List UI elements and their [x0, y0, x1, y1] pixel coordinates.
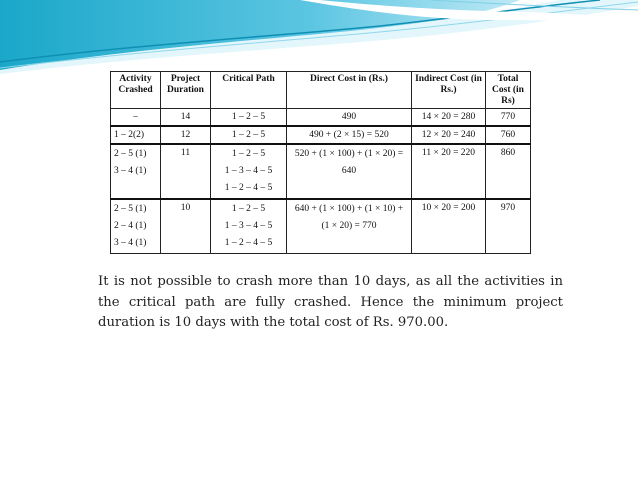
path-line: 1 – 2 – 4 – 5: [224, 238, 273, 248]
cell-activity: 1 – 2(2): [111, 126, 161, 144]
header-project-duration: Project Duration: [161, 72, 211, 109]
activity-line: 3 – 4 (1): [114, 238, 147, 248]
cell-direct-cost: 490 + (2 × 15) = 520: [287, 126, 412, 144]
cell-total-cost: 760: [486, 126, 531, 144]
cell-indirect-cost: 10 × 20 = 200: [412, 199, 486, 254]
direct-cost-line: (1 × 20) = 770: [321, 221, 377, 231]
header-total-cost: Total Cost (in Rs): [486, 72, 531, 109]
activity-line: 2 – 5 (1): [114, 149, 147, 159]
table-row: [111, 144, 531, 199]
cell-total-cost: 770: [486, 109, 531, 127]
direct-cost-line: 520 + (1 × 100) + (1 × 20) =: [294, 149, 404, 159]
table-header-row: [111, 72, 531, 109]
direct-cost-line: 640 + (1 × 100) + (1 × 10) +: [294, 204, 404, 214]
cell-duration: 14: [161, 109, 211, 127]
header-indirect-cost: Indirect Cost (in Rs.): [412, 72, 486, 109]
cell-activity: [111, 144, 161, 199]
header-activity-crashed: Activity Crashed: [111, 72, 161, 109]
cell-total-cost: 970: [486, 199, 531, 254]
cell-duration: 11: [161, 144, 211, 199]
cell-critical-path: 1 – 2 – 5: [211, 126, 287, 144]
path-line: 1 – 3 – 4 – 5: [224, 221, 273, 231]
cell-critical-path: [211, 199, 287, 254]
activity-line: 2 – 4 (1): [114, 221, 147, 231]
cell-indirect-cost: 11 × 20 = 220: [412, 144, 486, 199]
cell-total-cost: 860: [486, 144, 531, 199]
header-critical-path: Critical Path: [211, 72, 287, 109]
table-row: [111, 109, 531, 127]
crashing-cost-table: [110, 71, 531, 254]
cell-activity: [111, 199, 161, 254]
path-line: 1 – 3 – 4 – 5: [224, 166, 273, 176]
table-row: [111, 126, 531, 144]
header-direct-cost: Direct Cost in (Rs.): [287, 72, 412, 109]
conclusion-paragraph: It is not possible to crash more than 10 days, as all the activities in the critical path are fully crashed. Hence the minimum project duration is 10 days with the total cost of Rs. 970.00.: [98, 274, 563, 330]
path-line: 1 – 2 – 5: [231, 149, 266, 159]
cell-direct-cost: [287, 199, 412, 254]
cell-activity: –: [111, 109, 161, 127]
path-line: 1 – 2 – 4 – 5: [224, 183, 273, 193]
cell-indirect-cost: 14 × 20 = 280: [412, 109, 486, 127]
cell-direct-cost: [287, 144, 412, 199]
activity-line: 2 – 5 (1): [114, 204, 147, 214]
path-line: 1 – 2 – 5: [231, 204, 266, 214]
cell-duration: 12: [161, 126, 211, 144]
decorative-wave-banner: [0, 0, 638, 80]
activity-line: 3 – 4 (1): [114, 166, 147, 176]
cell-critical-path: 1 – 2 – 5: [211, 109, 287, 127]
direct-cost-line: 640: [341, 166, 357, 176]
cell-duration: 10: [161, 199, 211, 254]
cell-indirect-cost: 12 × 20 = 240: [412, 126, 486, 144]
cell-critical-path: [211, 144, 287, 199]
table-row: [111, 199, 531, 254]
cell-direct-cost: 490: [287, 109, 412, 127]
